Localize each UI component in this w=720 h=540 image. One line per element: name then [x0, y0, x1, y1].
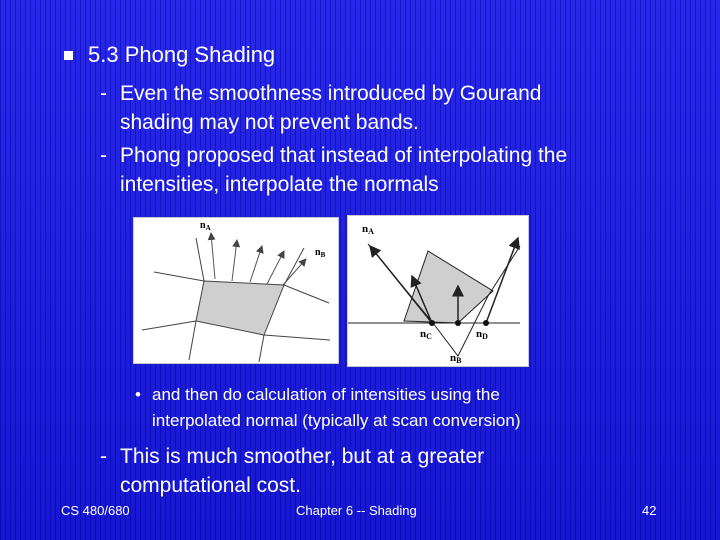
dash-bullet-icon: -: [100, 82, 107, 105]
bullet-3-line-1: This is much smoother, but at a greater: [120, 445, 485, 468]
sub-bullet-dot-icon: •: [135, 385, 141, 404]
svg-text:nB: [315, 247, 326, 259]
label-nd-sub: D: [482, 332, 488, 341]
svg-text:nC: [420, 328, 432, 341]
bullet-3-line-2: computational cost.: [120, 474, 301, 497]
label-nb-sub: B: [456, 356, 462, 365]
heading-bullet-icon: [64, 51, 73, 60]
sub-bullet-line-2: interpolated normal (typically at scan conversion): [152, 411, 521, 430]
bullet-1-line-2: shading may not prevent bands.: [120, 111, 419, 134]
sub-bullet-line-1: and then do calculation of intensities using the: [152, 385, 500, 404]
label-na: n: [200, 220, 206, 231]
label-na-sub: A: [368, 227, 374, 236]
figure-normal-interpolation: [347, 215, 529, 367]
label-na: n: [362, 223, 369, 235]
dash-bullet-icon: -: [100, 144, 107, 167]
svg-text:nB: [450, 352, 462, 365]
patch-normals-diagram: [134, 218, 338, 363]
label-nb: n: [315, 247, 321, 258]
footer-chapter: Chapter 6 -- Shading: [296, 503, 417, 518]
svg-text:nA: [200, 220, 211, 232]
bullet-2-line-2: intensities, interpolate the normals: [120, 173, 439, 196]
label-nc-sub: C: [426, 332, 432, 341]
label-nc: n: [420, 328, 427, 340]
footer-page-number: 42: [642, 503, 657, 518]
slide-title: 5.3 Phong Shading: [88, 42, 276, 67]
label-na-sub: A: [205, 224, 211, 232]
dash-bullet-icon: -: [100, 445, 107, 468]
bullet-2-line-1: Phong proposed that instead of interpolating the: [120, 144, 568, 167]
label-nd: n: [476, 328, 483, 340]
label-nb-sub: B: [320, 251, 326, 259]
svg-text:nA: [362, 223, 374, 236]
bullet-1-line-1: Even the smoothness introduced by Gourand: [120, 82, 542, 105]
normal-interpolation-diagram: [348, 216, 528, 366]
figure-gouraud-patch: [133, 217, 339, 364]
footer-course: CS 480/680: [61, 503, 130, 518]
label-nb: n: [450, 352, 457, 364]
svg-text:nD: [476, 328, 488, 341]
